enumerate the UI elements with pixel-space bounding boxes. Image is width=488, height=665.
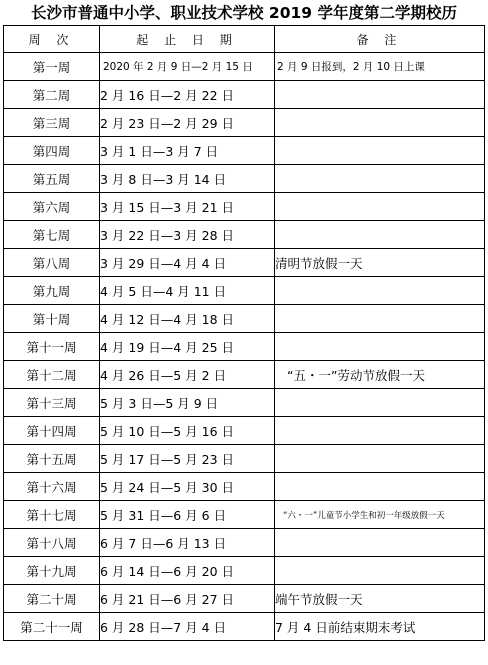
week-cell: 第二周	[4, 81, 100, 109]
week-cell: 第六周	[4, 193, 100, 221]
table-row	[4, 557, 485, 585]
dates-cell: 5 月 24 日—5 月 30 日	[100, 473, 275, 501]
header-dates: 起 止 日 期	[100, 26, 275, 53]
note-cell	[275, 417, 485, 445]
calendar-title: 长沙市普通中小学、职业技术学校 2019 学年度第二学期校历	[31, 4, 457, 22]
note-cell	[275, 193, 485, 221]
week-cell: 第十六周	[4, 473, 100, 501]
week-cell: 第十五周	[4, 445, 100, 473]
table-row	[4, 613, 485, 641]
table-row	[4, 53, 485, 81]
dates-cell: 3 月 15 日—3 月 21 日	[100, 193, 275, 221]
dates-cell: 4 月 19 日—4 月 25 日	[100, 333, 275, 361]
note-cell: 7 月 4 日前结束期末考试	[275, 613, 485, 641]
dates-cell: 5 月 17 日—5 月 23 日	[100, 445, 275, 473]
dates-cell: 2020 年 2 月 9 日—2 月 15 日	[100, 53, 275, 81]
note-cell	[275, 473, 485, 501]
table-row	[4, 361, 485, 389]
table-row	[4, 501, 485, 529]
week-cell: 第一周	[4, 53, 100, 81]
week-cell: 第十四周	[4, 417, 100, 445]
dates-cell: 2 月 16 日—2 月 22 日	[100, 81, 275, 109]
table-row	[4, 417, 485, 445]
note-cell	[275, 81, 485, 109]
table-row	[4, 109, 485, 137]
note-cell	[275, 305, 485, 333]
dates-cell: 6 月 21 日—6 月 27 日	[100, 585, 275, 613]
week-cell: 第九周	[4, 277, 100, 305]
dates-cell: 3 月 22 日—3 月 28 日	[100, 221, 275, 249]
table-row	[4, 81, 485, 109]
note-cell	[275, 389, 485, 417]
week-cell: 第五周	[4, 165, 100, 193]
week-cell: 第三周	[4, 109, 100, 137]
note-cell	[275, 529, 485, 557]
week-cell: 第十三周	[4, 389, 100, 417]
table-row	[4, 305, 485, 333]
week-cell: 第十二周	[4, 361, 100, 389]
note-cell	[275, 221, 485, 249]
table-row	[4, 249, 485, 277]
week-cell: 第二十周	[4, 585, 100, 613]
note-cell	[275, 277, 485, 305]
week-cell: 第四周	[4, 137, 100, 165]
week-cell: 第十八周	[4, 529, 100, 557]
dates-cell: 3 月 1 日—3 月 7 日	[100, 137, 275, 165]
dates-cell: 6 月 14 日—6 月 20 日	[100, 557, 275, 585]
header-notes: 备 注	[275, 26, 485, 53]
table-row	[4, 585, 485, 613]
dates-cell: 5 月 31 日—6 月 6 日	[100, 501, 275, 529]
table-row	[4, 445, 485, 473]
week-cell: 第七周	[4, 221, 100, 249]
table-row	[4, 473, 485, 501]
table-row	[4, 221, 485, 249]
week-cell: 第十九周	[4, 557, 100, 585]
dates-cell: 6 月 28 日—7 月 4 日	[100, 613, 275, 641]
week-cell: 第二十一周	[4, 613, 100, 641]
note-cell: 端午节放假一天	[275, 585, 485, 613]
table-row	[4, 389, 485, 417]
dates-cell: 5 月 3 日—5 月 9 日	[100, 389, 275, 417]
table-row	[4, 333, 485, 361]
note-cell	[275, 445, 485, 473]
table-row	[4, 193, 485, 221]
week-cell: 第十一周	[4, 333, 100, 361]
dates-cell: 2 月 23 日—2 月 29 日	[100, 109, 275, 137]
week-cell: 第十周	[4, 305, 100, 333]
table-row	[4, 137, 485, 165]
table-header-row	[4, 26, 485, 53]
note-cell: 清明节放假一天	[275, 249, 485, 277]
dates-cell: 4 月 12 日—4 月 18 日	[100, 305, 275, 333]
note-cell	[275, 109, 485, 137]
note-cell	[275, 165, 485, 193]
dates-cell: 6 月 7 日—6 月 13 日	[100, 529, 275, 557]
header-week: 周 次	[4, 26, 100, 53]
dates-cell: 4 月 26 日—5 月 2 日	[100, 361, 275, 389]
note-cell: 2 月 9 日报到，2 月 10 日上课	[275, 53, 485, 81]
note-cell	[275, 333, 485, 361]
dates-cell: 5 月 10 日—5 月 16 日	[100, 417, 275, 445]
note-cell: “五・一”劳动节放假一天	[275, 361, 485, 389]
dates-cell: 3 月 8 日—3 月 14 日	[100, 165, 275, 193]
week-cell: 第八周	[4, 249, 100, 277]
note-cell: “六・一”儿童节小学生和初一年级放假一天	[275, 501, 485, 529]
dates-cell: 4 月 5 日—4 月 11 日	[100, 277, 275, 305]
note-cell	[275, 137, 485, 165]
week-cell: 第十七周	[4, 501, 100, 529]
dates-cell: 3 月 29 日—4 月 4 日	[100, 249, 275, 277]
table-row	[4, 277, 485, 305]
school-calendar-table	[3, 25, 485, 641]
note-cell	[275, 557, 485, 585]
table-row	[4, 529, 485, 557]
table-row	[4, 165, 485, 193]
